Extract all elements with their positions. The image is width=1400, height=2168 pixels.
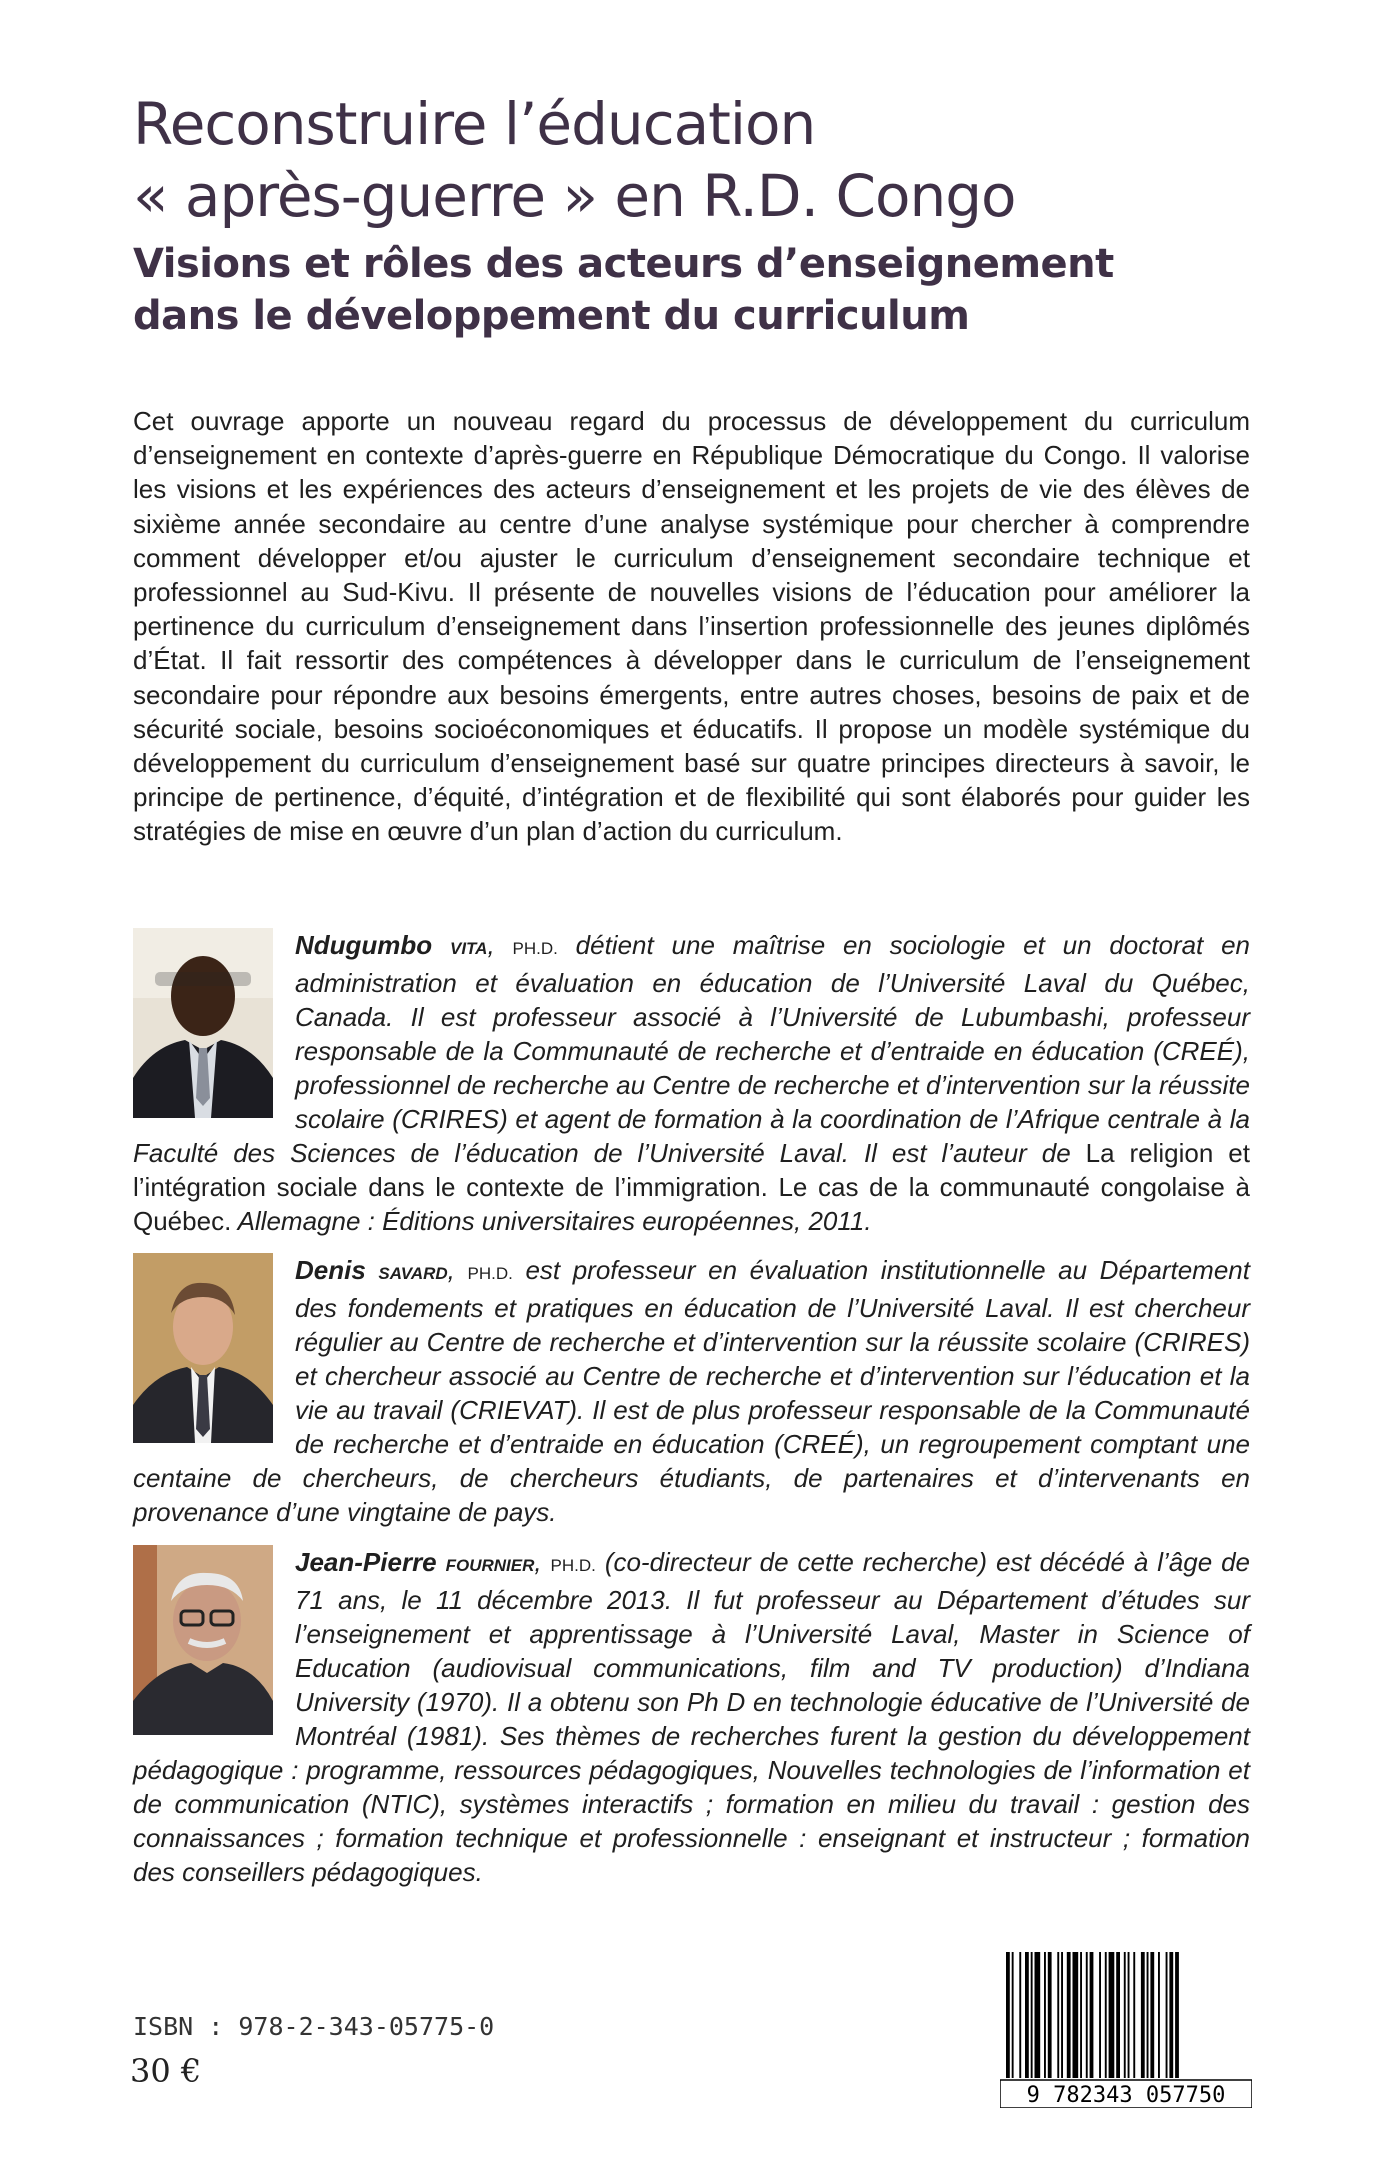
barcode-bars [1006,1952,1179,2078]
barcode-bar [1073,1952,1079,2078]
author-bio-text: (co-directeur de cette recherche) est décédé à l’âge de 71 ans, le 11 décembre 2013. Il fut professeur au Département d’études sur l’enseignement et apprentissage à l’Université Laval, Master in Science of Education (audiovisual communications, film and TV production) d’Indiana University (1970). Il a obtenu son Ph D en technologie éducative de l’Université de Montréal (1981). Ses thèmes de recherches furent la gestion du développement pédagogique : programme, ressources pédagogiques, Nouvelles technologies de l’information et de communication (NTIC), systèmes interactifs ; formation en milieu du travail : gestion des connaissances ; formation technique et professionnelle : enseignant et instructeur ; formation des conseillers pédagogiques. [133,1547,1250,1887]
barcode-bar [1061,1952,1063,2078]
barcode-bar [1133,1952,1135,2078]
barcode-bar [1158,1952,1160,2078]
author-bio-savard: Denis SAVARD, PH.D. est professeur en évaluation institutionnelle au Département des fondements et pratiques en éducation de l’Université Laval. Il est chercheur régulier au Centre de recherche et d’intervention sur la réussite scolaire (CRIRES) et chercheur associé au Centre de recherche et d’intervention sur l’éducation et la vie au travail (CRIEVAT). Il est de plus professeur responsable de la Communauté de recherche et d’entraide en éducation (CREÉ), un regroupement comptant une centaine de chercheurs, de chercheurs étudiants, de partenaires et d’intervenants en provenance d’une vingtaine de pays. [133,1255,1250,1527]
author-bio-publisher: Allemagne : Éditions universitaires européennes, 2011. [237,1206,872,1236]
barcode-bar [1169,1952,1173,2078]
barcode-bar [1035,1952,1041,2078]
barcode-bar [1147,1952,1149,2078]
author-degree: PH.D. [467,1264,513,1283]
author-bio-text: est professeur en évaluation institutionnelle au Département des fondements et pratiques en éducation de l’Université Laval. Il est chercheur régulier au Centre de recherche et d’intervention sur la réussite scolaire (CRIRES) et chercheur associé au Centre de recherche et d’intervention sur l’éducation et la vie au travail (CRIEVAT). Il est de plus professeur responsable de la Communauté de recherche et d’entraide en éducation (CREÉ), un regroupement comptant une centaine de chercheurs, de chercheurs étudiants, de partenaires et d’intervenants en provenance d’une vingtaine de pays. [133,1255,1250,1527]
subtitle-line-1: Visions et rôles des acteurs d’enseignement [133,241,1114,287]
author-last-name: VITA [450,939,488,958]
price: 30 € [130,2052,202,2090]
subtitle-line-2: dans le développement du curriculum [133,293,970,339]
barcode-bar [1128,1952,1130,2078]
title-line-2: « après-guerre » en R.D. Congo [133,162,1016,230]
barcode-bar [1048,1952,1052,2078]
author-bio-text: détient une maîtrise en sociologie et un doctorat en administration et évaluation en éducation de l’Université Laval du Québec, Canada. Il est professeur associé à l’Université de Lubumbashi, professeur responsable de la Communauté de recherche et d’entraide en éducation (CREÉ), professionnel de recherche au Centre de recherche et d’intervention sur la réussite scolaire (CRIRES) et agent de formation à la coordination de l’Afrique centrale à la Faculté des Sciences de l’éducation de l’Université Laval. Il est l’auteur de [133,930,1250,1168]
barcode-bar [1105,1952,1107,2078]
barcode-bar [1175,1952,1179,2078]
barcode-bar [1086,1952,1088,2078]
barcode-bar [1031,1952,1033,2078]
barcode-bar [1012,1952,1014,2078]
barcode-bar [1080,1952,1082,2078]
author-first-name: Ndugumbo [295,930,433,960]
title-line-1: Reconstruire l’éducation [133,90,816,158]
author-degree: PH.D. [512,939,558,958]
barcode-bar [1006,1952,1010,2078]
author-first-name: Jean-Pierre [295,1547,437,1577]
barcode-bar [1090,1952,1094,2078]
author-last-name: SAVARD [378,1264,448,1283]
summary-paragraph: Cet ouvrage apporte un nouveau regard du processus de développement du curriculum d’enseignement en contexte d’après-guerre en République Démocratique du Congo. Il valorise les visions et les expériences des acteurs d’enseignement et les projets de vie des élèves de sixième année secondaire au centre d’une analyse systémique pour chercher à comprendre comment développer et/ou ajuster le curriculum d’enseignement secondaire technique et professionnel au Sud-Kivu. Il présente de nouvelles visions de l’éducation pour améliorer la pertinence du curriculum d’enseignement dans l’insertion professionnelle des jeunes diplômés d’État. Il fait ressortir des compétences à développer dans le curriculum de l’enseignement secondaire pour répondre aux besoins émergents, entre autres choses, besoins de paix et de sécurité sociale, besoins socioéconomiques et éducatifs. Il propose un modèle systémique du développement du curriculum d’enseignement basé sur quatre principes directeurs à savoir, le principe de pertinence, d’équité, d’intégration et de flexibilité qui sont élaborés pour guider les stratégies de mise en œuvre d’un plan d’action du curriculum. [133,406,1250,847]
author-photo-vita [133,928,273,1118]
barcode-bar [1116,1952,1120,2078]
author-bio-vita: Ndugumbo VITA, PH.D. détient une maîtrise en sociologie et un doctorat en administration et évaluation en éducation de l’Université Laval du Québec, Canada. Il est professeur associé à l’Université de Lubumbashi, professeur responsable de la Communauté de recherche et d’entraide en éducation (CREÉ), professionnel de recherche au Centre de recherche et d’intervention sur la réussite scolaire (CRIRES) et agent de formation à la coordination de l’Afrique centrale à la Faculté des Sciences de l’éducation de l’Université Laval. Il est l’auteur de La religion et l’intégration sociale dans le contexte de l’immigration. Le cas de la communauté congolaise à Québec. Allemagne : Éditions universitaires européennes, 2011. [133,930,1250,1236]
barcode [1000,1952,1252,2108]
barcode-bar [1044,1952,1046,2078]
barcode-bar [1109,1952,1115,2078]
author-bio-fournier: Jean-Pierre FOURNIER, PH.D. (co-directeur de cette recherche) est décédé à l’âge de 71 ans, le 11 décembre 2013. Il fut professeur au Département d’études sur l’enseignement et apprentissage à l’Université Laval, Master in Science of Education (audiovisual communications, film and TV production) d’Indiana University (1970). Il a obtenu son Ph D en technologie éducative de l’Université de Montréal (1981). Ses thèmes de recherches furent la gestion du développement pédagogique : programme, ressources pédagogiques, Nouvelles technologies de l’information et de communication (NTIC), systèmes interactifs ; formation en milieu du travail : gestion des connaissances ; formation technique et professionnelle : enseignant et instructeur ; formation des conseillers pédagogiques. [133,1547,1250,1887]
author-first-name: Denis [295,1255,366,1285]
author-degree: PH.D. [550,1556,596,1575]
isbn: ISBN : 978-2-343-05775-0 [133,2012,495,2041]
barcode-bar [1166,1952,1168,2078]
author-photo-fournier [133,1545,273,1735]
barcode-bar [1141,1952,1145,2078]
author-book-title: La religion et l’intégration sociale dans le contexte de l’immigration. Le cas de la communauté congolaise à Québec. [133,1138,1250,1236]
barcode-bar [1057,1952,1059,2078]
barcode-bar [1067,1952,1071,2078]
book-title [133,88,1283,232]
barcode-bar [1150,1952,1154,2078]
barcode-digits: 9 782343 057750 [1026,2083,1226,2108]
author-photo-savard [133,1253,273,1443]
barcode-bar [1124,1952,1126,2078]
author-last-name: FOURNIER [445,1556,535,1575]
barcode-bar [1019,1952,1021,2078]
book-subtitle [133,238,1283,342]
barcode-bar [1099,1952,1101,2078]
barcode-bar [1025,1952,1029,2078]
